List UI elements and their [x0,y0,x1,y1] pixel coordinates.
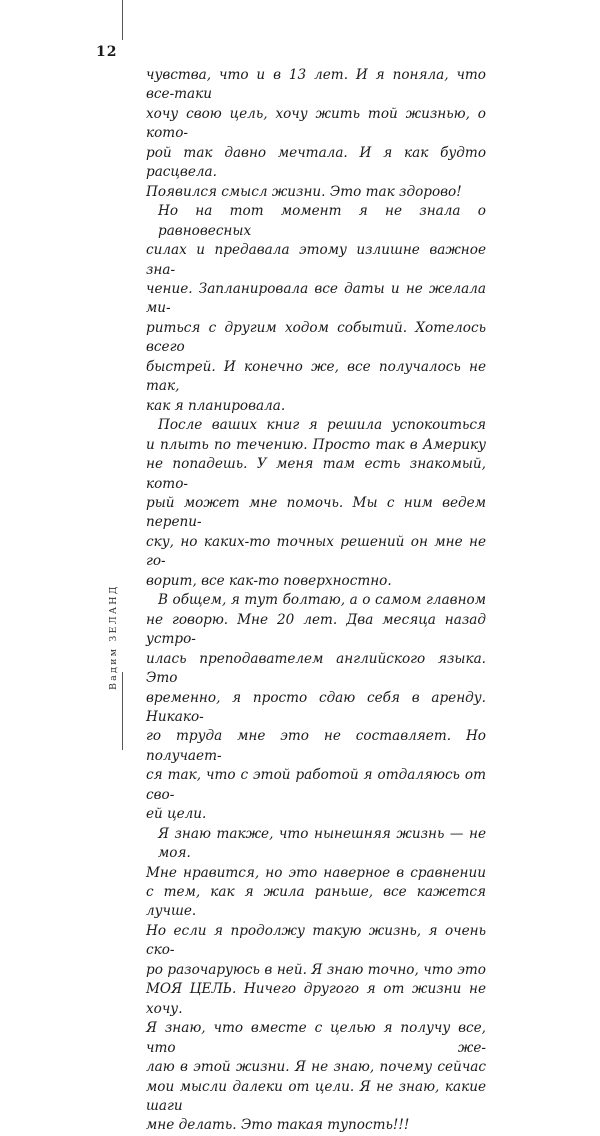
text-line: ся так, что с этой работой я отдаляюсь от сво- [146,767,486,803]
paragraph [146,202,486,416]
body-text [146,66,486,1136]
text-line: риться с другим ходом событий. Хотелось всего [146,319,486,356]
text-line: и плыть по течению. Просто так в Америку [146,436,486,453]
paragraph [146,416,486,591]
text-line: не говорю. Мне 20 лет. Два месяца назад устро- [146,611,486,648]
text-line: ей цели. [146,806,207,823]
margin-rule-top [122,0,123,40]
text-line: Мне нравится, но это наверное в сравнении [146,864,486,881]
page-number: 12 [96,44,118,60]
text-line: Появился смысл жизни. Это так здорово! [146,183,462,200]
text-line: силах и предавала этому излишне важное зна- [146,242,486,278]
text-line: хочу свою цель, хочу жить той жизнью, о кото- [146,105,486,142]
text-line: В общем, я тут болтаю, а о самом главном [158,592,486,609]
text-line: чение. Запланировала все даты и не желала ми- [146,280,486,317]
text-line: МОЯ ЦЕЛЬ. Ничего другого я от жизни не хочу. [146,981,486,1017]
text-line: не попадешь. У меня там есть знакомый, кото- [146,456,486,492]
text-line: Я знаю, что вместе с целью я получу все, что же- [146,1020,486,1056]
text-line: Но на тот момент я не знала о равновесных [158,203,486,239]
text-line: быстрей. И конечно же, все получалось не так, [146,358,486,395]
text-line: После ваших книг я решила успокоиться [158,417,486,434]
paragraph [146,591,486,824]
paragraph [146,825,486,1136]
text-line: с тем, как я жила раньше, все кажется лучше. [146,884,486,920]
text-line: мне делать. Это такая тупость!!! [146,1117,410,1134]
text-line: мои мысли далеки от цели. Я не знаю, какие шаги [146,1078,486,1115]
text-line: Я знаю также, что нынешняя жизнь — не моя. [158,825,486,862]
text-line: илась преподавателем английского языка. Это [146,650,486,687]
text-line: ворит, все как-то поверхностно. [146,572,392,589]
running-head: Вадим ЗЕЛАНД [108,584,119,690]
text-line: чувства, что и в 13 лет. И я поняла, что все-таки [146,67,486,103]
text-line: го труда мне это не составляет. Но получает- [146,728,486,764]
text-line: ро разочаруюсь в ней. Я знаю точно, что это [146,961,486,978]
text-line: рый может мне помочь. Мы с ним ведем перепи- [146,494,486,531]
paragraph [146,66,486,202]
text-line: лаю в этой жизни. Я не знаю, почему сейчас [146,1059,486,1076]
text-line: временно, я просто сдаю себя в аренду. Никако- [146,689,486,725]
text-line: рой так давно мечтала. И я как будто расцвела. [146,144,486,181]
text-line: Но если я продолжу такую жизнь, я очень ско- [146,922,486,959]
text-line: ску, но каких-то точных решений он мне не го- [146,533,486,570]
margin-rule-bottom [122,672,123,750]
text-line: как я планировала. [146,397,286,414]
